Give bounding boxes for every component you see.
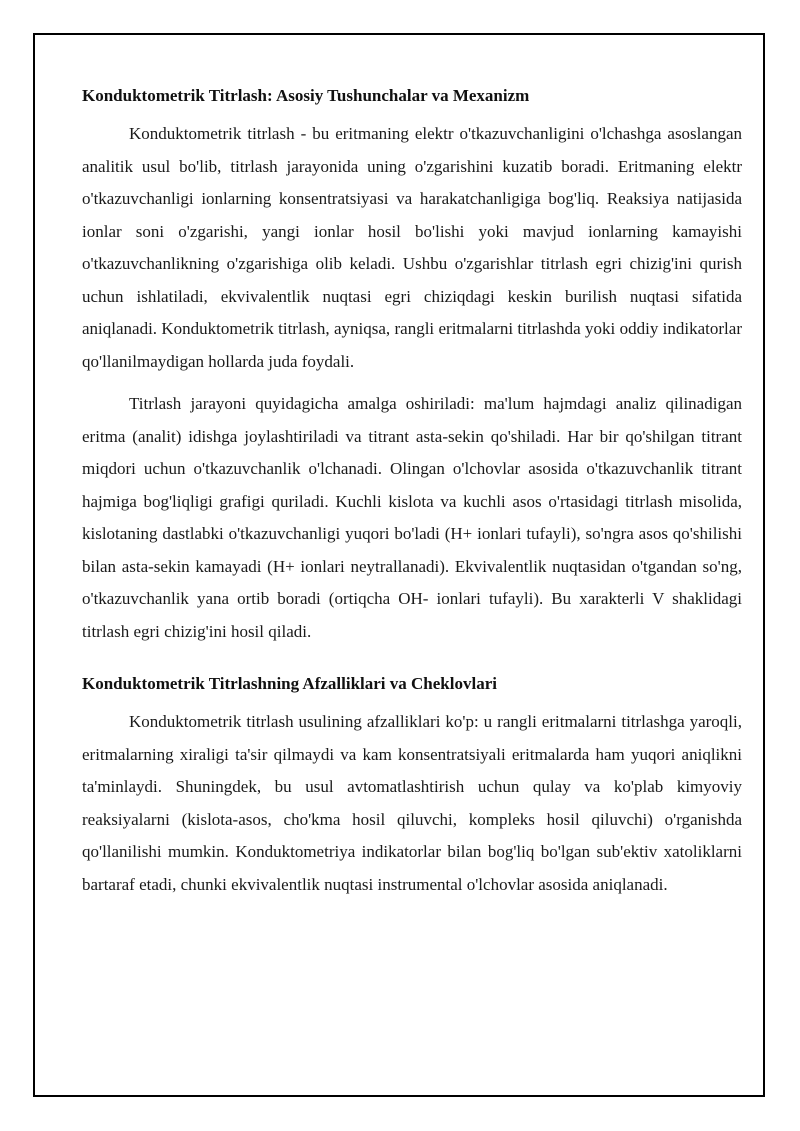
paragraph: Titrlash jarayoni quyidagicha amalga oshiriladi: ma'lum hajmdagi analiz qilinadigan eritma (analit) idishga joylashtiriladi va titrant asta-sekin qo'shiladi. Har bir qo'shilgan titrant miqdori uchun o'tkazuvchanlik o'lchanadi. Olingan o'lchovlar asosida o'tkazuvchanlik titrant hajmiga bog'liqligi grafigi quriladi. Kuchli kislota va kuchli asos o'rtasidagi titrlash misolida, kislotaning dastlabki o'tkazuvchanligi yuqori bo'ladi (H+ ionlari tufayli), so'ngra asos qo'shilishi bilan asta-sekin kamayadi (H+ ionlari neytrallanadi). Ekvivalentlik nuqtasidan o'tgandan so'ng, o'tkazuvchanlik yana ortib boradi (ortiqcha OH- ionlari tufayli). Bu xarakterli V shaklidagi titrlash egri chizig'ini hosil qiladi. [82, 394, 742, 641]
section-advantages [82, 672, 742, 901]
paragraph: Konduktometrik titrlash - bu eritmaning elektr o'tkazuvchanligini o'lchashga asoslangan analitik usul bo'lib, titrlash jarayonida uning o'zgarishini kuzatib boradi. Eritmaning elektr o'tkazuvchanligi ionlarning konsentratsiyasi va harakatchanligiga bog'liq. Reaksiya natijasida ionlar soni o'zgarishi, yangi ionlar hosil bo'lishi yoki mavjud ionlarning kamayishi o'tkazuvchanlikning o'zgarishiga olib keladi. Ushbu o'zgarishlar titrlash egri chizig'ini qurish uchun ishlatiladi, ekvivalentlik nuqtasi egri chiziqdagi keskin burilish nuqtasi sifatida aniqlanadi. Konduktometrik titrlash, ayniqsa, rangli eritmalarni titrlashda yoki oddiy indikatorlar qo'llanilmaydigan hollarda juda foydali. [82, 124, 742, 371]
paragraph: Konduktometrik titrlash usulining afzalliklari ko'p: u rangli eritmalarni titrlashga yaroqli, eritmalarning xiraligi ta'sir qilmaydi va kam konsentratsiyali eritmalarda ham yuqori aniqlikni ta'minlaydi. Shuningdek, bu usul avtomatlashtirish uchun qulay va ko'plab kimyoviy reaksiyalarni (kislota-asos, cho'kma hosil qiluvchi, kompleks hosil qiluvchi) o'rganishda qo'llanilishi mumkin. Konduktometriya indikatorlar bilan bog'liq bo'lgan sub'ektiv xatoliklarni bartaraf etadi, chunki ekvivalentlik nuqtasi instrumental o'lchovlar asosida aniqlanadi. [82, 712, 742, 894]
document-body [82, 84, 742, 911]
section-spacer [82, 658, 742, 672]
section-mechanism [82, 84, 742, 648]
section-heading: Konduktometrik Titrlashning Afzalliklari va Cheklovlari [82, 674, 497, 693]
section-heading: Konduktometrik Titrlash: Asosiy Tushunchalar va Mexanizm [82, 86, 530, 105]
